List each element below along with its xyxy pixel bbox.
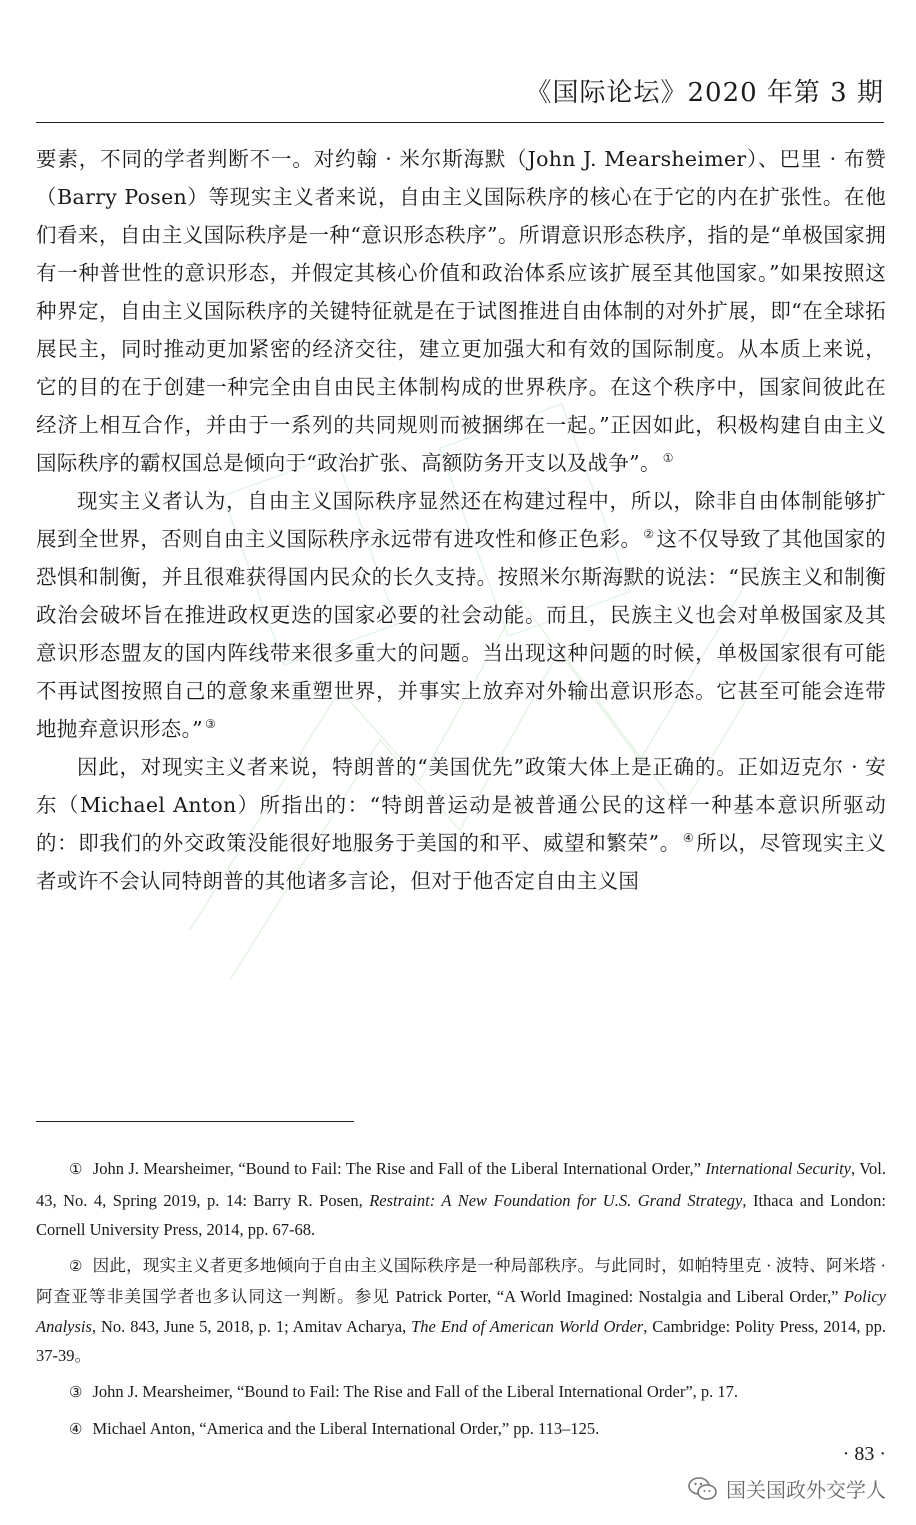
text-run: , Cambridge: Polity Press, 2014, pp. 37-39。 bbox=[36, 1316, 887, 1365]
footnote-item bbox=[36, 1414, 886, 1446]
footnote-reference[interactable]: ③ bbox=[204, 717, 216, 731]
body-paragraph bbox=[36, 140, 886, 482]
footnote-marker: ③ bbox=[69, 1384, 83, 1401]
text-run: 要素，不同的学者判断不一。对约翰 · 米尔斯海默（John J. Mearsheimer）、巴里 · 布赞（Barry Posen）等现实主义者来说，自由主义国际秩序的核心在于它的内在扩张性。在他们看来，自由主义国际秩序是一种“意识形态秩序”。所谓意识形态秩序，指的是“单极国家拥有一种普世性的意识形态，并假定其核心价值和政治体系应该扩展至其他国家。”如果按照这种界定，自由主义国际秩序的关键特征就是在于试图推进自由体制的对外扩展，即“在全球拓展民主，同时推动更加紧密的经济交往，建立更加强大和有效的国际制度。从本质上来说，它的目的在于创建一种完全由自由民主体制构成的世界秩序。在这个秩序中，国家间彼此在经济上相互合作，并由于一系列的共同规则而被捆绑在一起。”正因如此，积极构建自由主义国际秩序的霸权国总是倾向于“政治扩张、高额防务开支以及战争”。 bbox=[36, 147, 886, 475]
italic-title: Restraint: A New Foundation for U.S. Grand Strategy bbox=[369, 1190, 743, 1210]
footnote-divider bbox=[36, 1121, 354, 1122]
header-divider bbox=[36, 122, 884, 123]
text-run: , Vol. 43, No. 4, Spring 2019, p. 14: Barry R. Posen, bbox=[36, 1159, 887, 1210]
body-text bbox=[36, 140, 886, 900]
italic-title: Policy Analysis bbox=[36, 1287, 886, 1336]
italic-title: The End of American World Order bbox=[411, 1316, 644, 1336]
text-run: 现实主义者认为，自由主义国际秩序显然还在构建过程中，所以，除非自由体制能够扩展到全世界，否则自由主义国际秩序永远带有进攻性和修正色彩。 bbox=[36, 489, 886, 551]
text-run: 这不仅导致了其他国家的恐惧和制衡，并且很难获得国内民众的长久支持。按照米尔斯海默的说法：“民族主义和制衡政治会破坏旨在推进政权更迭的国家必要的社会动能。而且，民族主义也会对单极国家及其意识形态盟友的国内阵线带来很多重大的问题。当出现这种问题的时候，单极国家很有可能不再试图按照自己的意象来重塑世界，并事实上放弃对外输出意识形态。它甚至可能会连带地抛弃意识形态。” bbox=[36, 527, 886, 741]
italic-title: International Security bbox=[705, 1159, 851, 1178]
footnote-marker: ② bbox=[69, 1258, 83, 1275]
footnote-reference[interactable]: ④ bbox=[682, 831, 695, 845]
footnotes bbox=[36, 1154, 886, 1452]
text-run: John J. Mearsheimer, “Bound to Fail: The Rise and Fall of the Liberal International Order”, p. 17. bbox=[92, 1381, 739, 1401]
wechat-watermark bbox=[688, 1474, 886, 1503]
footnote-marker: ④ bbox=[69, 1422, 83, 1438]
text-run: John J. Mearsheimer, “Bound to Fail: The Rise and Fall of the Liberal International Order,” bbox=[92, 1159, 706, 1178]
footnote-reference[interactable]: ② bbox=[643, 527, 655, 541]
page-number: · 83 · bbox=[842, 1443, 886, 1465]
text-run: 因此，现实主义者更多地倾向于自由主义国际秩序是一种局部秩序。与此同时，如帕特里克 · 波特、阿米塔 · 阿查亚等非美国学者也多认同这一判断。参见 Patrick Porter, “A World Imagined: Nostalgia and Liberal Order,” bbox=[36, 1255, 886, 1306]
text-run: 所以，尽管现实主义者或许不会认同特朗普的其他诸多言论，但对于他否定自由主义国 bbox=[36, 831, 887, 893]
watermark-text: 国关国政外交学人 bbox=[726, 1478, 886, 1502]
text-run: Michael Anton, “America and the Liberal International Order,” pp. 113–125. bbox=[92, 1419, 600, 1438]
journal-header: 《国际论坛》2020 年第 3 期 bbox=[525, 78, 884, 108]
body-paragraph bbox=[36, 748, 886, 900]
body-paragraph bbox=[36, 482, 886, 748]
footnote-item bbox=[36, 1377, 886, 1409]
text-run: 因此，对现实主义者来说，特朗普的“美国优先”政策大体上是正确的。正如迈克尔 · 安东（Michael Anton）所指出的：“特朗普运动是被普通公民的这样一种基本意识所驱动的：即我们的外交政策没能很好地服务于美国的和平、威望和繁荣”。 bbox=[36, 755, 886, 855]
footnote-item bbox=[36, 1154, 886, 1245]
footnote-item bbox=[36, 1251, 886, 1371]
footnote-marker: ① bbox=[69, 1162, 83, 1178]
text-run: , Ithaca and London: Cornell University Press, 2014, pp. 67-68. bbox=[36, 1190, 886, 1239]
footnote-reference[interactable]: ① bbox=[662, 451, 674, 465]
text-run: , No. 843, June 5, 2018, p. 1; Amitav Acharya, bbox=[91, 1316, 412, 1336]
wechat-icon bbox=[688, 1476, 718, 1502]
